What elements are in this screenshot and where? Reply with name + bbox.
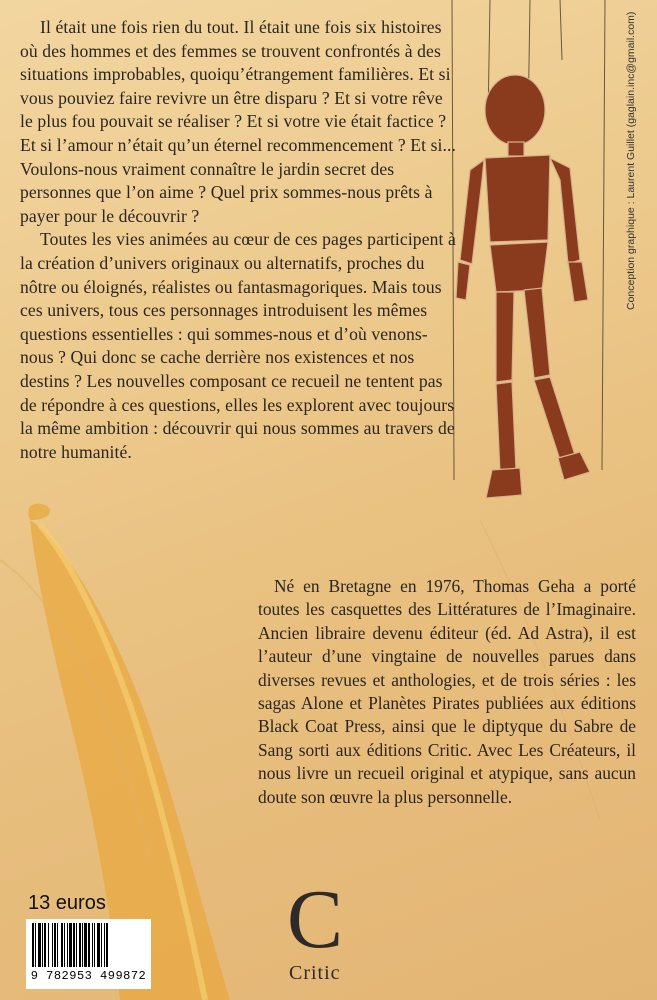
- price-label: 13 euros: [28, 892, 106, 914]
- barcode-bars: [30, 923, 147, 969]
- barcode-number: 9 782953 499872: [30, 969, 147, 983]
- author-bio-text: Né en Bretagne en 1976, Thomas Geha a porté toutes les casquettes des Littératures de l’Imaginaire. Ancien libraire devenu éditeur (éd. Ad Astra), il est l’auteur d’une vingtaine de nouvelles parues dans diverses revues et anthologies, et de trois séries : les sagas Alone et Planètes Pirates publiées aux éditions Black Coat Press, ainsi que le diptyque du Sabre de Sang sorti aux éditions Critic. Avec Les Créateurs, il nous livre un recueil original et atypique, sans aucun doute son œuvre la plus personnelle.: [258, 576, 636, 807]
- synopsis-text: [20, 16, 460, 464]
- design-credit: Conception graphique : Laurent Guillet (gaglain.inc@gmail.com): [625, 11, 637, 310]
- wooden-puppet-illustration: [430, 0, 630, 520]
- barcode: [26, 919, 151, 989]
- synopsis-paragraph-1: Il était une fois rien du tout. Il était une fois six histoires où des hommes et des femmes se trouvent confrontés à des situations improbables, quoiqu’étrangement familières. Et si vous pouviez faire revivre un être disparu ? Et si votre rêve le plus fou pouvait se réaliser ? Et si votre vie était factice ? Et si l’amour n’était qu’un éternel recommencement ? Et si... Voulons-nous vraiment connaître le jardin secret des personnes que l’on aime ? Quel prix sommes-nous prêts à payer pour le découvrir ?: [20, 17, 457, 226]
- author-bio: [258, 575, 636, 809]
- publisher-name: Critic: [289, 962, 341, 984]
- publisher-logo-c: C: [287, 873, 344, 966]
- synopsis-paragraph-2: Toutes les vies animées au cœur de ces pages participent à la création d’univers originaux ou alternatifs, proches du nôtre ou éloignés, réalistes ou fantasmagoriques. Mais tous ces univers, tous ces personnages introduisent les mêmes questions essentielles : qui sommes-nous et d’où venons-nous ? Qui donc se cache derrière nos existences et nos destins ? Les nouvelles composant ce recueil ne tentent pas de répondre à ces questions, elles les explorent avec toujours la même ambition : découvrir qui nous sommes au travers de notre humanité.: [20, 229, 456, 462]
